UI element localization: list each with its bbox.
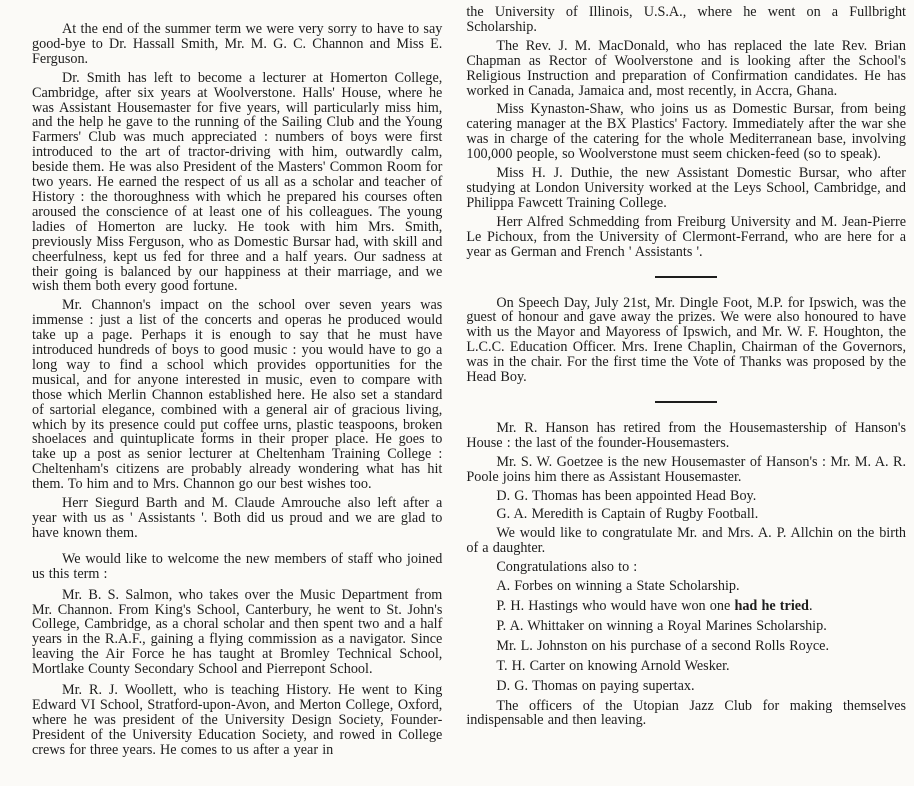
congrats-item-text: .	[808, 598, 813, 614]
paragraph: G. A. Meredith is Captain of Rugby Football.	[496, 506, 759, 523]
paragraph: Miss H. J. Duthie, the new Assistant Domestic Bursar, who after studying at London University worked at the Leys School, Cambridge, and Philippa Fawcett Training College.	[466, 165, 906, 211]
congrats-item	[466, 599, 906, 614]
paragraph: On Speech Day, July 21st, Mr. Dingle Foot, M.P. for Ipswich, was the guest of honour and gave away the prizes. We were also honoured to have with us the Mayor and Mayoress of Ipswich, and Mr. W. F. Houghton, the L.C.C. Education Officer. Mrs. Irene Chaplin, Chairman of the Governors, was in the chair. For the first time the Vote of Thanks was proposed by the Head Boy.	[466, 294, 906, 386]
paragraph: D. G. Thomas has been appointed Head Boy.	[496, 487, 757, 504]
paragraph: We would like to welcome the new members of staff who joined us this term :	[32, 550, 443, 582]
right-column	[466, 0, 906, 786]
paragraph: Mr. B. S. Salmon, who takes over the Music Department from Mr. Channon. From King's School, Canterbury, he went to St. John's College, Cambridge, as a choral scholar and then spent two and a half years in the R.A.F., gaining a flying commission as a navigator. Since leaving the Air Force he has taught at Bromley Technical School, Mortlake County Secondary School and Pierrepont School.	[32, 586, 443, 678]
paragraph: Herr Alfred Schmedding from Freiburg University and M. Jean-Pierre Le Pichoux, from the University of Clermont-Ferrand, who are here for a year as German and French ' Assistants '.	[466, 213, 906, 260]
section-divider	[655, 276, 717, 278]
section-staff-news	[466, 5, 906, 260]
paragraph: At the end of the summer term we were very sorry to have to say good-bye to Dr. Hassall Smith, Mr. M. G. C. Channon and Miss E. Ferguson.	[32, 21, 443, 67]
congrats-item-text: P. H. Hastings who would have won one	[496, 598, 735, 614]
section-speech-day	[466, 296, 906, 385]
paragraph: Mr. R. J. Woollett, who is teaching History. He went to King Edward VI School, Stratford-upon-Avon, and Merton College, Oxford, where he was president of the University Design Society, Founder-President of the University Education Society, and rowed in College crews for three years. He comes to us after a year in	[32, 682, 443, 758]
congrats-item: P. A. Whittaker on winning a Royal Marines Scholarship.	[496, 617, 827, 634]
paragraph: The Rev. J. M. MacDonald, who has replaced the late Rev. Brian Chapman as Rector of Woolverstone and is looking after the School's Religious Instruction and preparation of Confirmation candidates. He has worked in Canada, Jamaica and, most recently, in Accra, Ghana.	[466, 37, 906, 99]
paragraph: Miss Kynaston-Shaw, who joins us as Domestic Bursar, from being catering manager at the BX Plastics' Factory. Immediately after the war she was in charge of the catering for the whole Mediterranean base, involving 100,000 people, so Woolverstone must seem chicken-feed (so to speak).	[466, 101, 906, 163]
section-divider	[655, 401, 717, 403]
congrats-list	[466, 579, 906, 728]
paragraph: the University of Illinois, U.S.A., where he went on a Fullbright Scholarship.	[466, 4, 906, 35]
congrats-item: D. G. Thomas on paying supertax.	[496, 677, 695, 694]
congrats-item: T. H. Carter on knowing Arnold Wesker.	[496, 657, 730, 674]
paragraph: Mr. Channon's impact on the school over seven years was immense : just a list of the concerts and operas he produced would take up a page. Perhaps it is enough to say that he must have introduced hundreds of boys to good music : you would have to go a long way to find a school which provides opportunities for the musical, and for anyone interested in music, even to compare with those which Merlin Channon established here. He also set a standard of sartorial elegance, combined with a general air of gracious living, which by its presence could put coffee urns, plastic teaspoons, broken shoelaces and quintuplicate forms in their proper place. He goes to take up a post as senior lecturer at Cheltenham Training College : Cheltenham's citizens are probably already wondering what has hit them. To him and to Mrs. Channon go our best wishes too.	[32, 297, 443, 493]
section-school-news	[466, 421, 906, 728]
paragraph: We would like to congratulate Mr. and Mrs. A. P. Allchin on the birth of a daughter.	[466, 525, 906, 557]
congrats-item: The officers of the Utopian Jazz Club for making themselves indispensable and then leaving.	[466, 697, 906, 729]
paragraph: Mr. S. W. Goetzee is the new Housemaster of Hanson's : Mr. M. A. R. Poole joins him there as Assistant Housemaster.	[466, 453, 906, 485]
congrats-heading: Congratulations also to :	[496, 559, 638, 576]
congrats-item: Mr. L. Johnston on his purchase of a second Rolls Royce.	[496, 637, 830, 654]
paragraph: Herr Siegurd Barth and M. Claude Amrouche also left after a year with us as ' Assistants '. Both did us proud and we are glad to have known them.	[32, 495, 443, 541]
congrats-item: A. Forbes on winning a State Scholarship.	[496, 578, 740, 595]
congrats-item-emphasis: had he tried	[734, 598, 809, 614]
paragraph: Mr. R. Hanson has retired from the Housemastership of Hanson's House : the last of the founder-Housemasters.	[466, 419, 906, 451]
left-column	[32, 0, 442, 786]
paragraph: Dr. Smith has left to become a lecturer at Homerton College, Cambridge, after six years at Woolverstone. Halls' House, where he was Assistant Housemaster for five years, will particularly miss him, and the help he gave to the running of the Sailing Club and the Young Farmers' Club was much appreciated : numbers of boys were first introduced to the art of tractor-driving with him, outwardly calm, beside them. He was also President of the Masters' Common Room for two years. He earned the respect of us all as a scholar and teacher of History : the thoroughness with which he prepared his courses often aroused the conscience of at least one of his colleagues. The young ladies of Homerton are lucky. He took with him Mrs. Smith, previously Miss Ferguson, who as Domestic Bursar had, with skill and cheerfulness, kept us fed for three and a half years. Our sadness at their going is balanced by our happiness at their marriage, and we wish them both every good fortune.	[32, 69, 443, 295]
